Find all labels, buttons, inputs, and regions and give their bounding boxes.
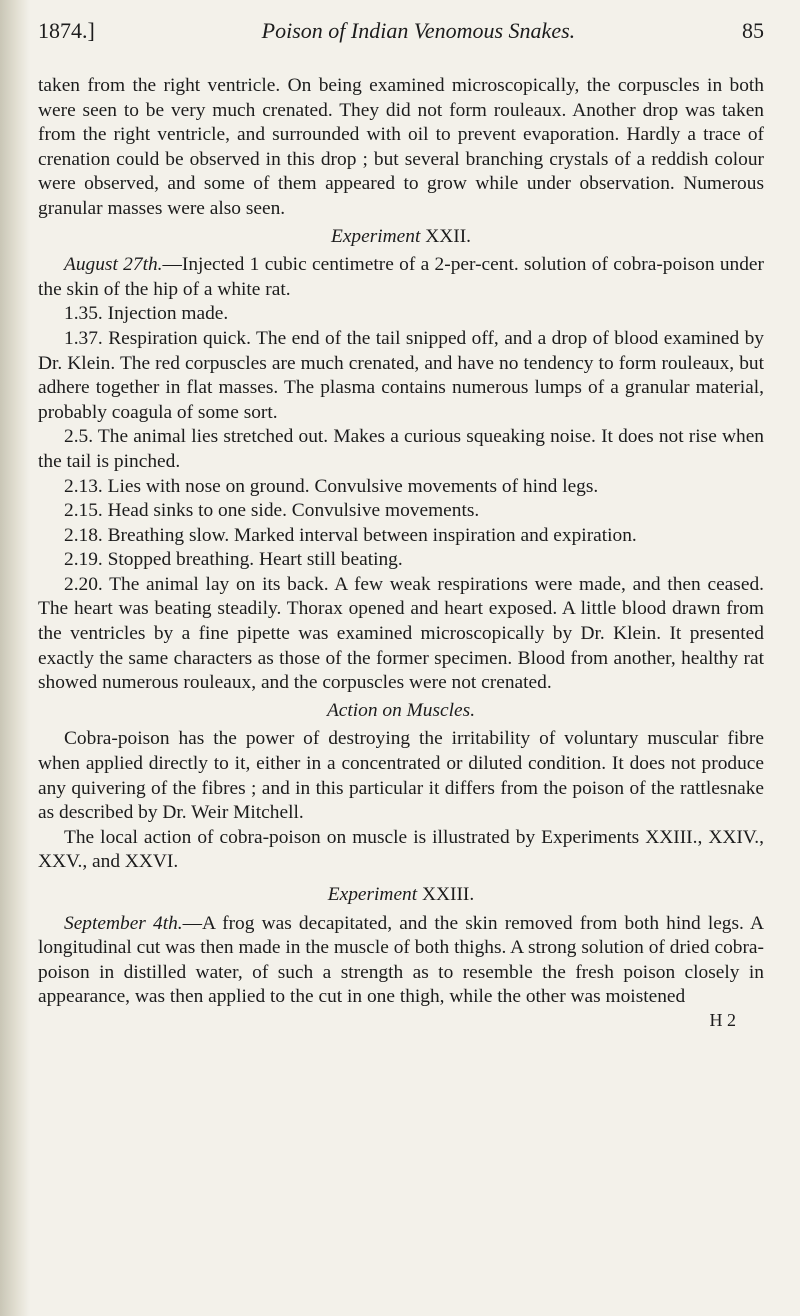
muscles-paragraph: The local action of cobra-poison on muscle is illustrated by Experiments XXIII., XXIV., XXV., and XXVI. (38, 826, 764, 873)
experiment-numeral: XXIII. (422, 884, 475, 905)
page-number: 85 (741, 18, 764, 43)
experiment-entry: 2.13. Lies with nose on ground. Convulsive movements of hind legs. (64, 475, 599, 497)
experiment-entry: 2.15. Head sinks to one side. Convulsive movements. (64, 500, 480, 522)
page-edge-shadow (0, 0, 30, 1316)
running-header (38, 18, 764, 44)
experiment-entry: 2.18. Breathing slow. Marked interval between inspiration and expiration. (64, 524, 637, 546)
experiment-numeral: XXII. (425, 225, 472, 247)
experiment-label: Experiment (327, 884, 418, 905)
experiment-23-intro (38, 912, 764, 1010)
experiment-entry: 1.37. Respiration quick. The end of the tail snipped off, and a drop of blood examined by Dr. Klein. The red corpuscles are much crenated, and have no tendency to form rouleaux, but adhere together in flat masses. The plasma contains numerous lumps of a granular material, probably coagula of some sort. (38, 327, 764, 423)
book-page (38, 18, 764, 1030)
experiment-intro-text: —A frog was decapitated, and the skin removed from both hind legs. A longitudinal cut was then made in the muscle of both thighs. A strong solution of dried cobra-poison in distilled water, of such a strength as to resemble the fresh poison closely in appearance, was then applied to the cut in one thigh, while the other was moistened (38, 912, 764, 1008)
experiment-label: Experiment (330, 225, 421, 247)
signature-mark: H 2 (709, 1009, 736, 1030)
experiment-entry: 2.19. Stopped breathing. Heart still beating. (64, 549, 403, 571)
experiment-23-heading (38, 883, 764, 908)
experiment-entry: 2.5. The animal lies stretched out. Makes a curious squeaking noise. It does not rise when the tail is pinched. (38, 426, 764, 472)
experiment-22-intro (38, 253, 764, 302)
experiment-22-heading (38, 225, 764, 250)
header-title: Poison of Indian Venomous Snakes. (261, 18, 576, 43)
experiment-date: August 27th. (64, 254, 163, 276)
experiment-date: September 4th. (64, 912, 183, 934)
section-heading-muscles: Action on Muscles. (326, 699, 476, 721)
muscles-paragraph: Cobra-poison has the power of destroying the irritability of voluntary muscular fibre when applied directly to it, either in a concentrated or diluted condition. It does not produce any quivering of the fibres ; and in this particular it differs from the poison of the rattlesnake as described by Dr. Weir Mitchell. (38, 728, 764, 824)
experiment-entry: 2.20. The animal lay on its back. A few weak respirations were made, and then ceased. The heart was beating steadily. Thorax opened and heart exposed. A little blood drawn from the ventricles by a fine pipette was examined microscopically by Dr. Klein. It presented exactly the same characters as those of the former specimen. Blood from another, healthy rat showed numerous rouleaux, and the corpuscles were not crenated. (38, 573, 764, 694)
experiment-entry: 1.35. Injection made. (64, 303, 229, 325)
experiment-intro-text: —Injected 1 cubic centimetre of a 2-per-cent. solution of cobra-poison under the skin of the hip of a white rat. (38, 254, 764, 300)
header-year: 1874.] (38, 18, 95, 43)
continuation-paragraph: taken from the right ventricle. On being examined microscopically, the corpuscles in both were seen to be very much crenated. They did not form rouleaux. Another drop was taken from the right ventricle, and surrounded with oil to prevent evaporation. Hardly a trace of crenation could be observed in this drop ; but several branching crystals of a reddish colour were observed, and some of them appeared to grow while under observation. Numerous granular masses were also seen. (38, 75, 764, 219)
body-text (38, 74, 764, 1030)
